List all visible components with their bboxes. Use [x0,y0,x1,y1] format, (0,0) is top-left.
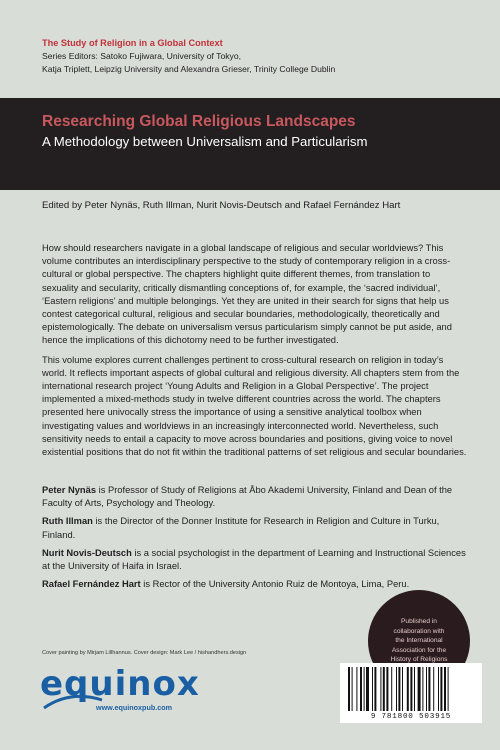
barcode-bar [414,667,415,711]
series-title: The Study of Religion in a Global Context [42,38,223,48]
bio-item [42,515,467,541]
barcode-bar [444,667,446,711]
barcode-bar [386,667,388,711]
blurb-paragraph-2: This volume explores current challenges pertinent to cross-cultural research on religion in today’s world. It reflects important aspects of global cultural and religious diversity. All chapters stem from the international research project ‘Young Adults and Religion in a Global Perspective’. The project implemented a mixed-methods study in twelve different countries across the world. The chapters presented here univocally stress the importance of using a sensitive analytical toolbox when investigating values and worldviews in an increasingly interconnected world. Nevertheless, such sensitivity needs to entail a capacity to move across boundaries and positions, giving voice to novel existential positions that do not fit within the traditional patterns of set religious and secular boundaries. [42,354,467,458]
iahr-badge-text: Published in collaboration with the International Association for the History of Religions [390,618,448,664]
barcode-bar [426,667,427,711]
cover-credits: Cover painting by Mirjam Lillhannus. Cover design: Mark Lee / hishandhers.design [42,650,247,656]
series-info [42,37,482,75]
barcode-bar [356,667,357,711]
bio-name: Nurit Novis-Deutsch [42,547,132,558]
barcode-bar [348,667,350,711]
bio-item [42,547,467,573]
barcode-bar [383,667,385,711]
barcode-bar [410,667,412,711]
blurb-paragraph-1: How should researchers navigate in a global landscape of religious and secular worldviews? This volume contributes an interdisciplinary perspective to the study of contemporary religion in a cross-cultural or global perspective. The chapters highlight quite different themes, from translation to sexuality and secularity, critically dismantling conceptions of, for example, the ‘sacred individual’, ‘Eastern religions’ and multiple belongings. Yet they are united in their search for signs that help us contest categorical cultural, religious and secular boundaries, methodologically, theoretically and epistemologically. The debate on universalism versus particularism simply cannot be put aside, and hence the implications of this dichotomy need to be further investigated. [42,243,452,346]
barcode-bar [440,667,442,711]
bio-text: is Professor of Study of Religions at Åbo Akademi University, Finland and Dean of the Faculty of Arts, Psychology and Theology. [42,485,453,509]
barcode-bar [366,667,369,711]
barcode-bar [422,667,423,711]
barcode-bar [418,667,421,711]
publisher-url: www.equinoxpub.com [96,703,173,712]
barcode-bars-icon [348,667,474,711]
bio-text: is the Director of the Donner Institute for Research in Religion and Culture in Turku, Finland. [42,516,440,540]
barcode-bar [372,667,373,711]
barcode-bar [396,667,397,711]
barcode-bar [364,667,365,711]
blurb [42,242,467,465]
barcode-bar [438,667,439,711]
book-subtitle: A Methodology between Universalism and Particularism [42,134,368,149]
bio-text: is a social psychologist in the department of Learning and Instructional Sciences at the University of Haifa in Israel. [42,547,466,572]
barcode-bar [402,667,403,711]
barcode-bar [398,667,400,711]
bio-name: Rafael Fernández Hart [42,579,141,590]
series-editors-line1: Series Editors: Satoko Fujiwara, University of Tokyo, [42,51,242,61]
isbn-barcode [340,663,482,723]
barcode-bar [407,667,409,711]
bio-item [42,578,467,591]
barcode-bar [433,667,434,711]
series-editors-line2: Katja Triplett, Leipzig University and Alexandra Grieser, Trinity College Dublin [42,63,336,74]
isbn-number: 9 781800 503915 [370,713,452,721]
book-title: Researching Global Religious Landscapes [42,113,356,130]
barcode-bar [360,667,362,711]
barcode-bar [448,667,449,711]
publisher-name: equinox [40,664,200,704]
barcode-bar [380,667,381,711]
barcode-bar [352,667,353,711]
publisher-logo [40,664,230,716]
barcode-bar [374,667,376,711]
barcode-bar [391,667,392,711]
book-editors: Edited by Peter Nynäs, Ruth Illman, Nurit Novis-Deutsch and Rafael Fernández Hart [42,200,401,211]
bio-name: Peter Nynäs [42,485,97,495]
bio-item [42,484,467,510]
bio-text: is Rector of the University Antonio Ruiz de Montoya, Lima, Peru. [140,579,410,590]
contributor-bios [42,484,467,596]
barcode-bar [428,667,430,711]
bio-name: Ruth Illman [42,516,93,527]
